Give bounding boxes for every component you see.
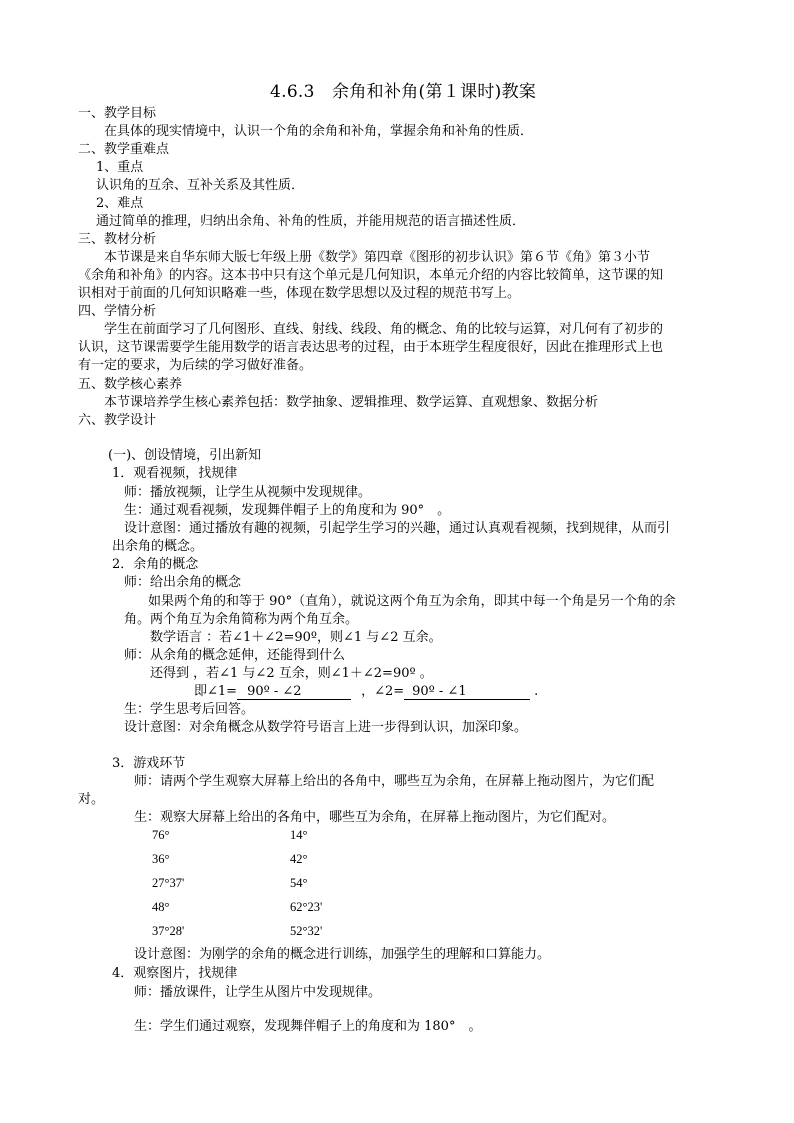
design-part-1: (一)、创设情境，引出新知 — [108, 448, 262, 463]
angle-right-3: 54° — [290, 876, 308, 890]
page-title: 4.6.3 余角和补角(第１课时)教案 — [270, 82, 537, 102]
difficulty-text: 通过简单的推理，归纳出余角、补角的性质，并能用规范的语言描述性质． — [96, 214, 526, 229]
item3-teacher-1: 师：请两个学生观察大屏幕上给出的各角中，哪些互为余角，在屏幕上拖动图片，为它们配 — [134, 774, 655, 789]
item3-teacher-2: 对。 — [78, 792, 105, 807]
design-item-4: 4．观察图片，找规律 — [112, 966, 238, 981]
item4-student: 生：学生们通过观察，发现舞伴帽子上的角度和为 180° 。 — [134, 1019, 482, 1034]
item3-student: 生：观察大屏幕上给出的各角中，哪些互为余角，在屏幕上拖动图片，为它们配对。 — [134, 810, 616, 825]
design-item-2: 2．余角的概念 — [112, 557, 199, 572]
fill-in-prefix-2: ，∠2= — [361, 684, 405, 699]
item3-intent: 设计意图：为刚学的余角的概念进行训练，加强学生的理解和口算能力。 — [134, 947, 551, 962]
section-heading-literacy: 五、数学核心素养 — [78, 377, 183, 392]
fill-in-blank-2: 90º - ∠1 — [404, 685, 530, 700]
keypoint-label: 1、重点 — [96, 160, 144, 175]
item2-definition-2: 角。两个角互为余角简称为两个角互余。 — [124, 612, 359, 627]
material-line-2: 《余角和补角》的内容。这本书中只有这个单元是几何知识，本单元介绍的内容比较简单，这节课的知 — [78, 268, 664, 283]
section-heading-goals: 一、教学目标 — [78, 106, 157, 121]
item1-student: 生：通过观看视频，发现舞伴帽子上的角度和为 90° 。 — [124, 503, 451, 518]
material-line-3: 识相对于前面的几何知识略难一些，体现在数学思想以及过程的规范书写上。 — [78, 286, 521, 301]
keypoint-text: 认识角的互余、互补关系及其性质． — [96, 178, 305, 193]
students-line-1: 学生在前面学习了几何图形、直线、射线、线段、角的概念、角的比较与运算，对几何有了初步的 — [104, 322, 664, 337]
section-heading-students: 四、学情分析 — [78, 304, 157, 319]
item1-teacher: 师：播放视频，让学生从视频中发现规律。 — [124, 485, 372, 500]
section-heading-material: 三、教材分析 — [78, 232, 157, 247]
angle-left-3: 27°37' — [152, 876, 185, 890]
goals-text: 在具体的现实情境中，认识一个角的余角和补角，掌握余角和补角的性质． — [104, 124, 534, 139]
item2-math-language: 数学语言 ：若∠1＋∠2=90º，则∠1 与∠2 互余。 — [150, 630, 442, 645]
section-heading-keypoints: 二、教学重难点 — [78, 142, 170, 157]
difficulty-label: 2、难点 — [96, 196, 144, 211]
item1-intent-2: 出余角的概念。 — [112, 539, 204, 554]
students-line-3: 有一定的要求，为后续的学习做好准备。 — [78, 358, 313, 373]
section-heading-design: 六、教学设计 — [78, 413, 157, 428]
angle-left-1: 76° — [152, 828, 170, 842]
item1-intent-1: 设计意图：通过播放有趣的视频，引起学生学习的兴趣，通过认真观看视频，找到规律，从而引 — [124, 521, 671, 536]
fill-in-prefix-1: 即∠1= — [194, 684, 238, 699]
angle-left-5: 37°28' — [152, 924, 185, 938]
angle-right-1: 14° — [290, 828, 308, 842]
item2-student: 生：学生思考后回答。 — [124, 702, 255, 717]
item2-intent: 设计意图：对余角概念从数学符号语言上进一步得到认识，加深印象。 — [124, 720, 528, 735]
item2-definition-1: 如果两个角的和等于 90°（直角），就说这两个角互为余角，即其中每一个角是另一个角的余 — [148, 594, 676, 609]
item2-teacher-2: 师：从余角的概念延伸，还能得到什么 — [124, 648, 346, 663]
item2-also-get: 还得到 ，若∠1 与∠2 互余，则∠1＋∠2=90º 。 — [150, 666, 433, 681]
design-item-1: 1．观看视频，找规律 — [112, 466, 238, 481]
design-item-3: 3．游戏环节 — [112, 756, 186, 771]
item2-teacher: 师：给出余角的概念 — [124, 575, 242, 590]
material-line-1: 本节课是来自华东师大版七年级上册《数学》第四章《图形的初步认识》第６节《角》第３小节 — [104, 250, 651, 265]
fill-in-suffix: . — [534, 684, 539, 699]
angle-right-5: 52°32' — [290, 924, 323, 938]
fill-in-blank-1: 90º - ∠2 — [237, 685, 351, 700]
angle-right-4: 62°23' — [290, 900, 323, 914]
angle-right-2: 42° — [290, 852, 308, 866]
item2-fill-in-line — [194, 684, 538, 700]
students-line-2: 认识，这节课需要学生能用数学的语言表达思考的过程，由于本班学生程度很好，因此在推理形式上也 — [78, 340, 664, 355]
literacy-text: 本节课培养学生核心素养包括：数学抽象、逻辑推理、数学运算、直观想象、数据分析 — [104, 395, 599, 410]
item4-teacher: 师：播放课件，让学生从图片中发现规律。 — [134, 985, 382, 1000]
angle-left-2: 36° — [152, 852, 170, 866]
angle-left-4: 48° — [152, 900, 170, 914]
